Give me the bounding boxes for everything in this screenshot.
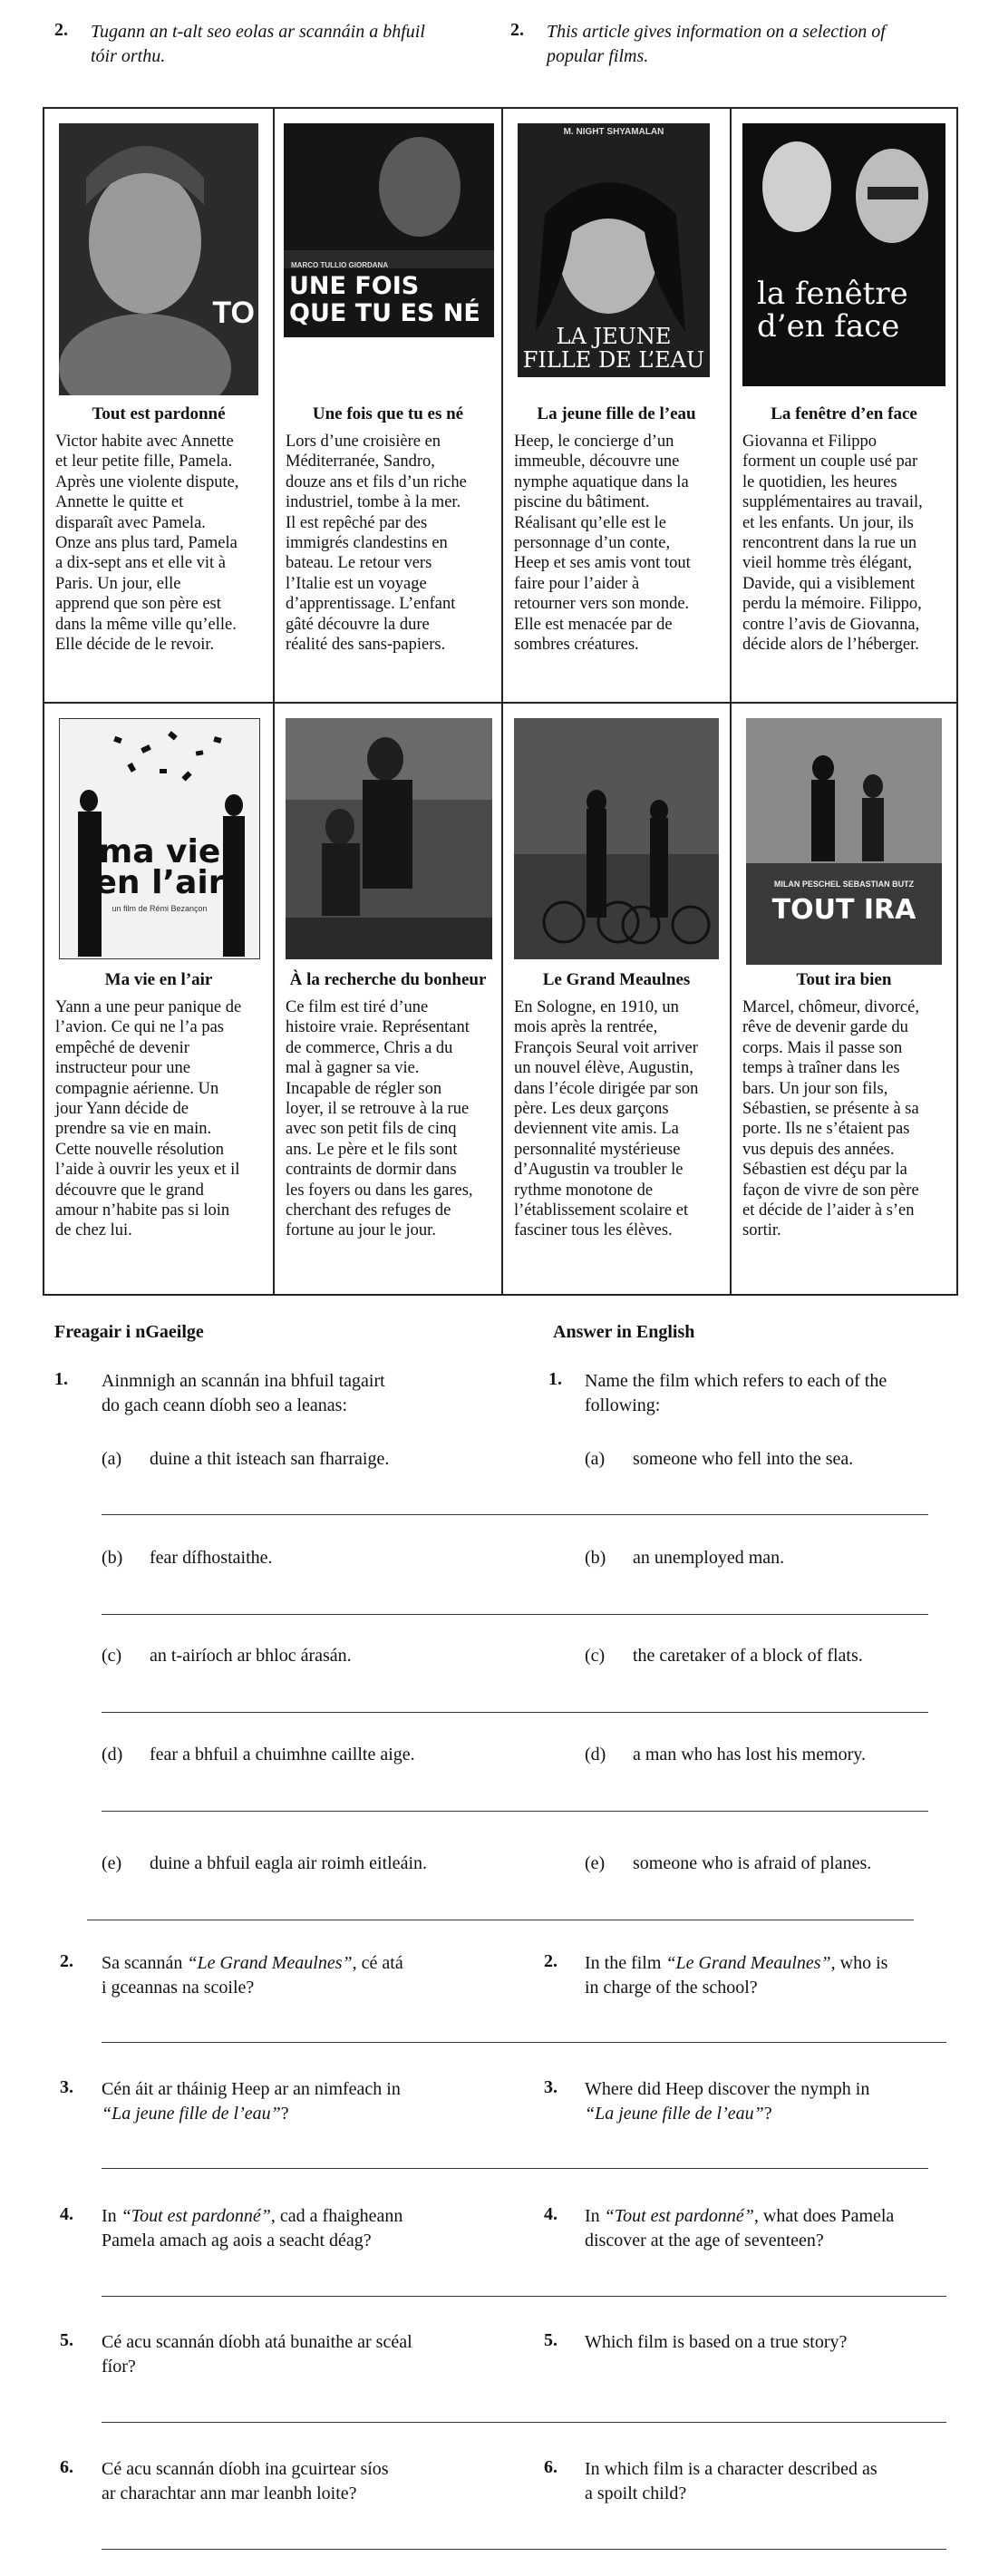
part-text-ga: fear a bhfuil a chuimhne caillte aige. (150, 1745, 415, 1764)
question-4-text-en: In “Tout est pardonné”, what does Pamela discover at the age of seventeen? (585, 2206, 895, 2250)
film-card (503, 704, 732, 1294)
poster-director: MARCO TULLIO GIORDANA (291, 261, 389, 269)
poster-title-text: TO (212, 296, 255, 330)
part-label-ga: (e) (102, 1853, 122, 1873)
film-card (44, 109, 275, 704)
film-poster (746, 718, 942, 965)
rooftop-image (746, 718, 942, 965)
answer-line[interactable] (102, 2168, 928, 2169)
english-heading: Answer in English (553, 1322, 695, 1342)
film-description: Giovanna et Filippo forment un couple usé par le quotidien, les heures supplémentaires au travail, et les enfants. Un jour, ils rencontrent dans la rue un vieil homme très élégant, Davide, qui a visiblement perdu la mémoire. Filippo, contre l’avis de Giovanna, décide alors de l’héberger. (742, 433, 923, 655)
film-title: Tout est pardonné (92, 404, 226, 423)
part-label-ga: (d) (102, 1745, 123, 1764)
film-description: Heep, le concierge d’un immeuble, découvre une nymphe aquatique dans la piscine du bâtiment. Réalisant qu’elle est le personnage d’un conte, Heep et ses amis vont tout faire pour l’aider à retourner vers son monde. Elle est menacée par de sombres créatures. (514, 433, 691, 655)
intro-text-en: This article gives information on a selection of popular films. (547, 22, 886, 66)
poster-title-text: ma vie en l’air (94, 833, 225, 901)
answer-line[interactable] (102, 1514, 928, 1515)
part-label-en: (a) (585, 1449, 606, 1469)
question-1-text-ga: Ainmnigh an scannán ina bhfuil tagairt do gach ceann díobh seo a leanas: (102, 1371, 385, 1415)
question-1-number-ga: 1. (54, 1369, 68, 1389)
question-3-text-en: Where did Heep discover the nymph in “La jeune fille de l’eau”? (585, 2079, 870, 2124)
film-card (503, 109, 732, 704)
bicycles-image (514, 718, 719, 959)
portrait-image (59, 123, 258, 395)
question-1-text-en: Name the film which refers to each of the following: (585, 1371, 887, 1415)
poster-title-text: LA JEUNE FILLE DE L’EAU (522, 324, 705, 373)
question-5-number-en: 5. (544, 2330, 558, 2350)
question-6-number-en: 6. (544, 2457, 558, 2477)
part-text-ga: duine a thit isteach san fharraige. (150, 1449, 390, 1469)
poster-actors: MILAN PESCHEL SEBASTIAN BUTZ (773, 880, 915, 889)
question-4-number-ga: 4. (60, 2204, 73, 2224)
question-4-number-en: 4. (544, 2204, 558, 2224)
film-poster (514, 718, 719, 959)
part-label-ga: (c) (102, 1646, 122, 1666)
intro-number-en: 2. (510, 20, 524, 40)
film-poster (59, 718, 260, 959)
film-title: Une fois que tu es né (312, 404, 464, 423)
film-title: À la recherche du bonheur (289, 970, 487, 989)
film-card (732, 704, 956, 1294)
part-text-en: an unemployed man. (633, 1548, 785, 1568)
film-description: Victor habite avec Annette et leur petite fille, Pamela. Après une violente dispute, Annette le quitte et disparaît avec Pamela. Onze ans plus tard, Pamela a dix-sept ans et elle vit à Paris. Un jour, elle apprend que son père est dans la même ville qu’elle. Elle décide de le revoir. (55, 433, 239, 655)
film-card (44, 704, 275, 1294)
intro-number-ga: 2. (54, 20, 68, 40)
question-5-text-en: Which film is based on a true story? (585, 2332, 848, 2352)
intro-text-ga: Tugann an t-alt seo eolas ar scannáin a bhfuil tóir orthu. (91, 22, 425, 66)
film-title: La jeune fille de l’eau (537, 404, 696, 423)
part-label-en: (e) (585, 1853, 606, 1873)
part-text-en: a man who has lost his memory. (633, 1745, 867, 1764)
question-5-number-ga: 5. (60, 2330, 73, 2350)
film-description: Yann a une peur panique de l’avion. Ce qui ne l’a pas empêché de devenir instructeur pour une compagnie aérienne. Un jour Yann décide de prendre sa vie en main. Cette nouvelle résolution l’aide à ouvrir les yeux et il découvre que le grand amour n’habite pas si loin de chez lui. (55, 998, 242, 1240)
film-title: La fenêtre d’en face (771, 404, 917, 423)
film-title: Le Grand Meaulnes (542, 970, 691, 989)
question-3-number-ga: 3. (60, 2077, 73, 2097)
film-title: Ma vie en l’air (104, 970, 213, 989)
question-2-number-en: 2. (544, 1951, 558, 1971)
film-description: Marcel, chômeur, divorcé, rêve de devenir garde du corps. Mais il passe son temps à traîner dans les bars. Un jour son fils, Sébastien, se présente à sa porte. Ils ne s’étaient pas vus depuis des années. Sébastien est déçu par la façon de vivre de son père et décide de l’aider à s’en sortir. (742, 998, 919, 1240)
part-text-ga: an t-airíoch ar bhloc árasán. (150, 1646, 352, 1666)
poster-title-text: la fenêtre d’en face (757, 276, 908, 345)
part-text-en: someone who is afraid of planes. (633, 1853, 872, 1873)
film-title: Tout ira bien (796, 970, 892, 989)
part-text-ga: duine a bhfuil eagla air roimh eitleáin. (150, 1853, 427, 1873)
question-6-text-en: In which film is a character described as a spoilt child? (585, 2459, 877, 2503)
part-label-en: (b) (585, 1548, 606, 1568)
poster-title-text: TOUT IRA (771, 894, 916, 926)
question-1-number-en: 1. (548, 1369, 562, 1389)
part-label-ga: (a) (102, 1449, 122, 1469)
question-2-text-ga: Sa scannán “Le Grand Meaulnes”, cé atá i gceannas na scoile? (102, 1953, 403, 1998)
couple-image (742, 123, 945, 386)
answer-line[interactable] (102, 2296, 946, 2297)
answer-line[interactable] (102, 1614, 928, 1615)
question-4-text-ga: In “Tout est pardonné”, cad a fhaigheann Pamela amach ag aois a seacht déag? (102, 2206, 403, 2250)
question-2-text-en: In the film “Le Grand Meaulnes”, who is in charge of the school? (585, 1953, 888, 1998)
part-text-ga: fear dífhostaithe. (150, 1548, 273, 1568)
question-2-number-ga: 2. (60, 1951, 73, 1971)
film-poster (59, 123, 258, 395)
part-label-en: (d) (585, 1745, 606, 1764)
answer-line[interactable] (102, 2549, 946, 2550)
question-3-text-ga: Cén áit ar tháinig Heep ar an nimfeach in “La jeune fille de l’eau”? (102, 2079, 401, 2124)
poster-director: un film de Rémi Bezançon (112, 904, 208, 913)
part-label-en: (c) (585, 1646, 606, 1666)
film-poster (284, 123, 494, 337)
film-description: Ce film est tiré d’une histoire vraie. Représentant de commerce, Chris a du mal à gagner sa vie. Incapable de régler son loyer, il se retrouve à la rue avec son petit fils de cinq ans. Le père et le fils sont contraints de dormir dans les foyers ou dans les gares, cherchant des refuges de fortune au jour le jour. (286, 998, 473, 1240)
question-6-number-ga: 6. (60, 2457, 73, 2477)
question-3-number-en: 3. (544, 2077, 558, 2097)
answer-line[interactable] (102, 1811, 928, 1812)
film-poster (742, 123, 945, 386)
answer-line[interactable] (102, 1712, 928, 1713)
part-text-en: someone who fell into the sea. (633, 1449, 854, 1469)
part-label-ga: (b) (102, 1548, 123, 1568)
question-6-text-ga: Cé acu scannán díobh ina gcuirtear síos ar charachtar ann mar leanbh loite? (102, 2459, 389, 2503)
part-text-en: the caretaker of a block of flats. (633, 1646, 863, 1666)
film-poster (518, 123, 710, 377)
film-description: Lors d’une croisière en Méditerranée, Sandro, douze ans et fils d’un riche industriel, tombe à la mer. Il est repêché par des immigrés clandestins en bateau. Le retour vers l’Italie est un voyage d’apprentissage. L’enfant gâté découvre la dure réalité des sans-papiers. (286, 433, 467, 655)
film-card (275, 704, 503, 1294)
answer-line[interactable] (102, 2422, 946, 2423)
poster-director: M. NIGHT SHYAMALAN (563, 127, 664, 137)
question-5-text-ga: Cé acu scannán díobh atá bunaithe ar scéal fíor? (102, 2332, 412, 2377)
film-card (275, 109, 503, 704)
film-poster (286, 718, 492, 959)
father-son-image (286, 718, 492, 959)
poster-title-text: UNE FOIS QUE TU ES NÉ (289, 272, 480, 327)
film-description: En Sologne, en 1910, un mois après la rentrée, François Seural voit arriver un nouvel élève, Augustin, dans l’école dirigée par son père. Les deux garçons deviennent vite amis. La personnalité mystérieuse d’Augustin va troubler le rythme monotone de l’établissement scolaire et fasciner tous les élèves. (514, 998, 699, 1240)
irish-heading: Freagair i nGaeilge (54, 1322, 204, 1342)
answer-line[interactable] (102, 2042, 946, 2043)
film-card (732, 109, 956, 704)
film-grid (43, 107, 958, 1296)
